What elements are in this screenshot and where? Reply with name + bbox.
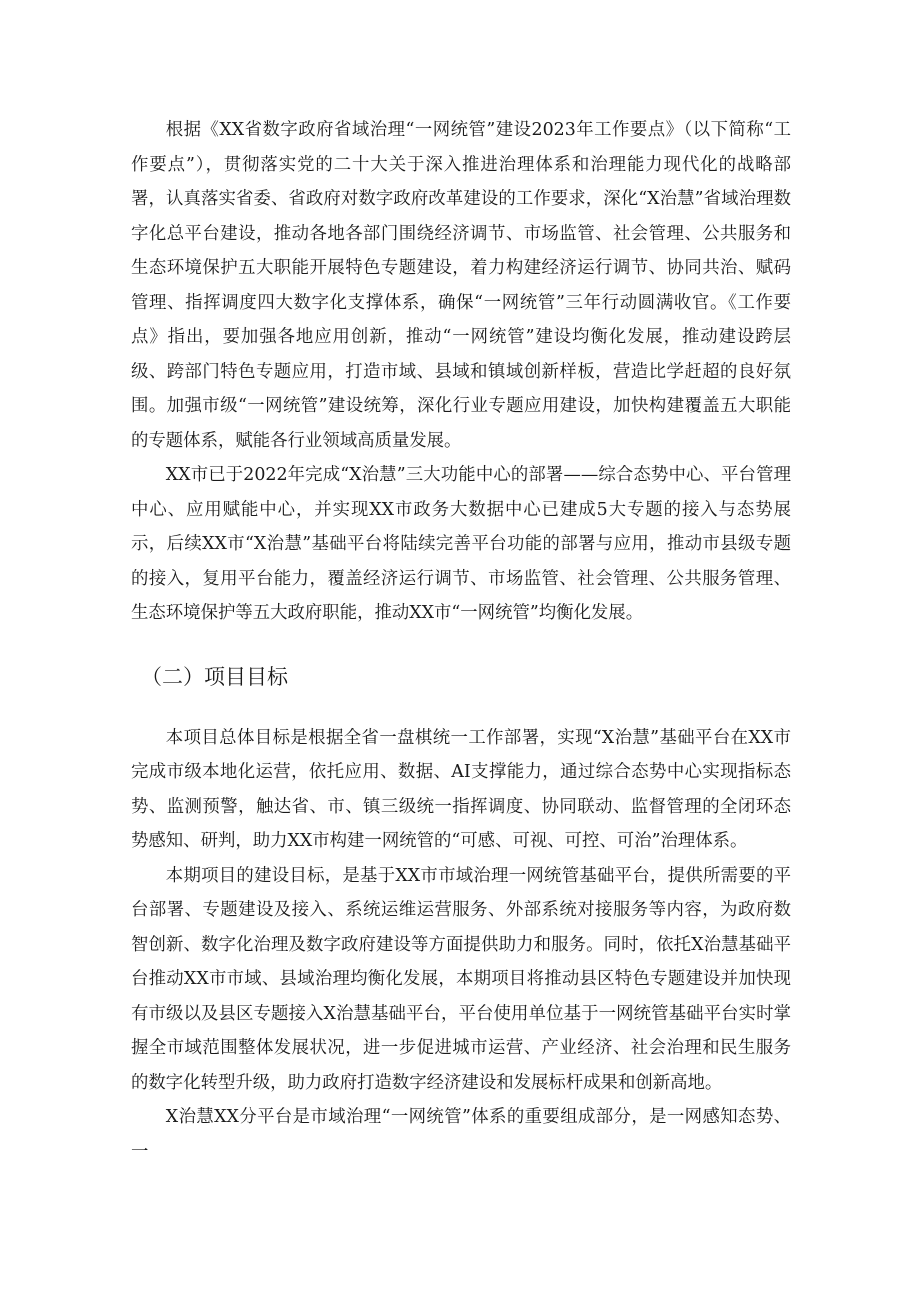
section-heading: （二）项目目标 — [141, 664, 288, 689]
paragraph-work-points: 根据《XX省数字政府省域治理“一网统管”建设2023年工作要点》（以下简称“工作要点”），贯彻落实党的二十大关于深入推进治理体系和治理能力现代化的战略部署，认真落实省委、省政府对数字政府改革建设的工作要求，深化“X治慧”省域治理数字化总平台建设，推动各地各部门围绕经济调节、市场监管、社会管理、公共服务和生态环境保护五大职能开展特色专题建设，着力构建经济运行调节、协同共治、赋码管理、指挥调度四大数字化支撑体系，确保“一网统管”三年行动圆满收官。《工作要点》指出，要加强各地应用创新，推动“一网统管”建设均衡化发展，推动建设跨层级、跨部门特色专题应用，打造市域、县域和镇域创新样板，营造比学赶超的良好氛围。加强市级“一网统管”建设统筹，深化行业专题应用建设，加快构建覆盖五大职能的专题体系，赋能各行业领域高质量发展。 — [131, 120, 791, 451]
paragraph-overall-goal: 本项目总体目标是根据全省一盘棋统一工作部署，实现“X治慧”基础平台在XX市完成市级本地化运营，依托应用、数据、AI支撑能力，通过综合态势中心实现指标态势、监测预警，触达省、市、镇三级统一指挥调度、协同联动、监督管理的全闭环态势感知、研判，助力XX市构建一网统管的“可感、可视、可控、可治”治理体系。 — [131, 727, 791, 851]
paragraph-city-deployment: XX市已于2022年完成“X治慧”三大功能中心的部署——综合态势中心、平台管理中心、应用赋能中心，并实现XX市政务大数据中心已建成5大专题的接入与态势展示，后续XX市“X治慧”基础平台将陆续完善平台功能的部署与应用，推动市县级专题的接入，复用平台能力，覆盖经济运行调节、市场监管、社会管理、公共服务管理、生态环境保护等五大政府职能，推动XX市“一网统管”均衡化发展。 — [131, 465, 791, 623]
document-body — [131, 113, 791, 1169]
paragraph-phase-goal: 本期项目的建设目标，是基于XX市市域治理一网统管基础平台，提供所需要的平台部署、专题建设及接入、系统运维运营服务、外部系统对接服务等内容，为政府数智创新、数字化治理及数字政府建设等方面提供助力和服务。同时，依托X治慧基础平台推动XX市市域、县域治理均衡化发展，本期项目将推动县区特色专题建设并加快现有市级以及县区专题接入X治慧基础平台，平台使用单位基于一网统管基础平台实时掌握全市域范围整体发展状况，进一步促进城市运营、产业经济、社会治理和民生服务的数字化转型升级，助力政府打造数字经济建设和发展标杆成果和创新高地。 — [131, 865, 791, 1093]
paragraph-sub-platform: X治慧XX分平台是市域治理“一网统管”体系的重要组成部分，是一网感知态势、一 — [131, 1107, 791, 1162]
heading-spacer — [131, 697, 791, 721]
